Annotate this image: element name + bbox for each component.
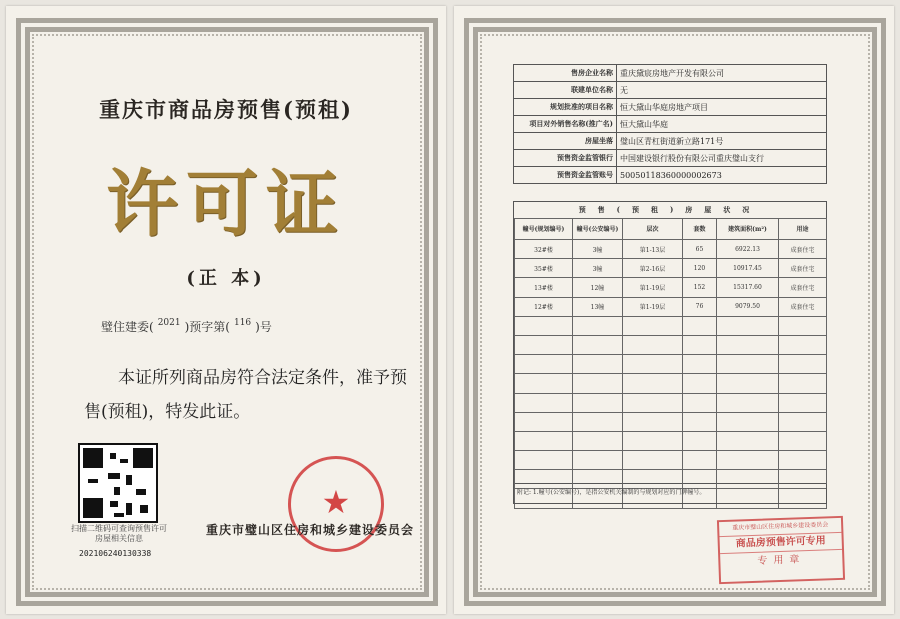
empty-row: [515, 412, 827, 431]
empty-row: [515, 374, 827, 393]
table-row: 售房企业名称 重庆黛宸房地产开发有限公司: [514, 65, 827, 82]
table-row: 预售资金监管银行 中国建设银行股份有限公司重庆璧山支行: [514, 150, 827, 167]
column-header: 套数: [683, 219, 717, 240]
column-header: 用途: [779, 219, 827, 240]
table-row: 规划批准的项目名称 恒大黛山华庭房地产项目: [514, 99, 827, 116]
housing-status-section: [513, 201, 827, 484]
license-heading: 许可证: [105, 161, 346, 246]
serial-number: 20210624013033​8: [79, 549, 152, 558]
original-copy-label: (正 本): [186, 268, 266, 289]
empty-row: [515, 451, 827, 470]
qr-code[interactable]: [78, 443, 158, 523]
empty-row: [515, 431, 827, 450]
qr-caption: 扫描二维码可查询预售许可房屋相关信息: [71, 524, 167, 543]
column-header: 层次: [623, 219, 683, 240]
cert-year: 2021: [157, 318, 181, 328]
cert-number-value: 116: [233, 318, 252, 328]
table-row: 房屋坐落 璧山区青杠街道新立路171号: [514, 133, 827, 150]
table-row: 12#楼 13幢 第1-19层 76 9079.50 成套住宅: [515, 297, 827, 316]
cert-mid: )预字第(: [184, 320, 230, 334]
table-row: 预售资金监管账号 50050118360000002673: [514, 167, 827, 184]
certificate-title: 重庆市商品房预售(预租): [99, 97, 353, 122]
issuing-authority: 重庆市璧山区住房和城乡建设委员会: [206, 523, 415, 537]
certificate-front-page: [6, 6, 446, 614]
table-row: 32#楼 3幢 第1-13层 65 6922.13 成套住宅: [515, 240, 827, 259]
column-header: 幢号(规划编号): [515, 219, 573, 240]
column-header: 幢号(公安编号): [573, 219, 623, 240]
certificate-statement: 本证所列商品房符合法定条件，准予预售(预租)，特发此证。: [84, 368, 407, 422]
housing-status-header: 预售(预租)房屋状况: [514, 202, 826, 219]
seal-star-icon: ★: [321, 483, 351, 521]
table-header-row: [515, 219, 827, 240]
presale-license-stamp: 重庆市璧山区住房和城乡建设委员会 商品房预售许可专用 专用章: [717, 516, 845, 584]
housing-table: [514, 218, 827, 509]
empty-row: [515, 316, 827, 335]
table-row: 35#楼 3幢 第2-16层 120 10917.45 成套住宅: [515, 259, 827, 278]
empty-row: [515, 355, 827, 374]
cert-prefix: 璧住建委(: [101, 320, 154, 334]
table-row: 联建单位名称 无: [514, 82, 827, 99]
cert-suffix: )号: [255, 320, 272, 334]
table-row: 项目对外销售名称(推广名) 恒大黛山华庭: [514, 116, 827, 133]
certificate-number: [101, 318, 272, 335]
remarks-note: 附记: 1.幢号(公安编号)，是指公安机关编制的与规划对应的门牌幢号。: [513, 484, 827, 504]
empty-row: [515, 393, 827, 412]
certificate-detail-page: [454, 6, 894, 614]
empty-row: [515, 335, 827, 354]
column-header: 建筑面积(m²): [717, 219, 779, 240]
enterprise-info-table: [513, 64, 827, 184]
table-row: 13#楼 12幢 第1-19层 152 15317.60 成套住宅: [515, 278, 827, 297]
